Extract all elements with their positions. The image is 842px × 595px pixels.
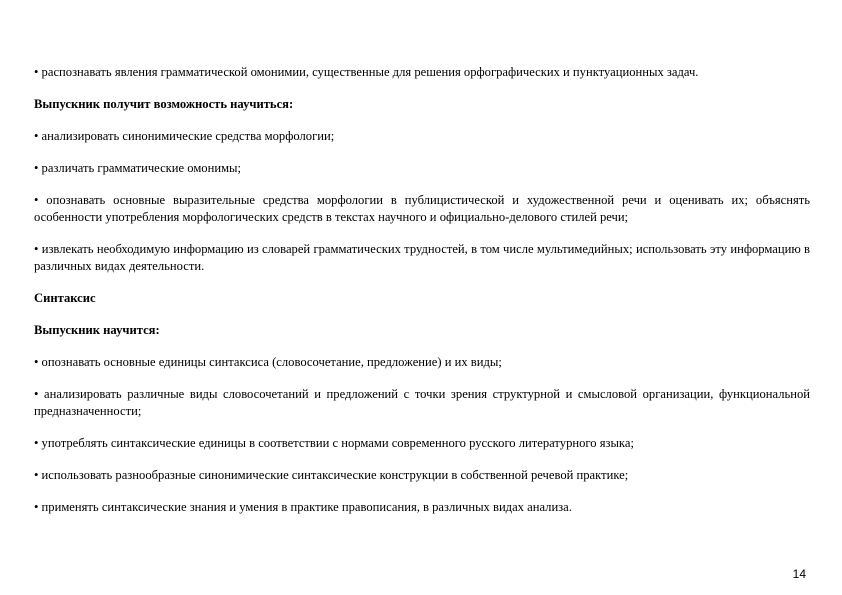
list-item-grammatical-homonymy: • распознавать явления грамматической омонимии, существенные для решения орфографических и пунктуационных задач. bbox=[34, 65, 699, 79]
page-number: 14 bbox=[792, 567, 806, 581]
list-item-analyze-phrases: • анализировать различные виды словосочетаний и предложений с точки зрения структурной и смысловой организации, функциональной предназначенности; bbox=[34, 387, 810, 418]
section-heading-syntax: Синтаксис bbox=[34, 291, 96, 305]
list-item-use-syntax-units: • употреблять синтаксические единицы в соответствии с нормами современного русского литературного языка; bbox=[34, 436, 634, 450]
list-item-extract-information: • извлекать необходимую информацию из словарей грамматических трудностей, в том числе мультимедийных; использовать эту информацию в различных видах деятельности. bbox=[34, 242, 810, 273]
heading-graduate-will-learn: Выпускник научится: bbox=[34, 323, 160, 337]
list-item-expressive-means-morphology: • опознавать основные выразительные средства морфологии в публицистической и художественной речи и оценивать их; объяснять особенности употребления морфологических средств в текстах научного и официально-делового стилей речи; bbox=[34, 193, 810, 224]
list-item-synonymic-morphology: • анализировать синонимические средства морфологии; bbox=[34, 129, 335, 143]
list-item-syntax-units: • опознавать основные единицы синтаксиса (словосочетание, предложение) и их виды; bbox=[34, 355, 502, 369]
list-item-apply-syntax-knowledge: • применять синтаксические знания и умения в практике правописания, в различных видах анализа. bbox=[34, 500, 572, 514]
list-item-grammatical-homonyms: • различать грамматические омонимы; bbox=[34, 161, 242, 175]
heading-graduate-will-have-opportunity: Выпускник получит возможность научиться: bbox=[34, 97, 294, 111]
page-content bbox=[34, 64, 810, 516]
list-item-synonymic-constructions: • использовать разнообразные синонимические синтаксические конструкции в собственной речевой практике; bbox=[34, 468, 629, 482]
